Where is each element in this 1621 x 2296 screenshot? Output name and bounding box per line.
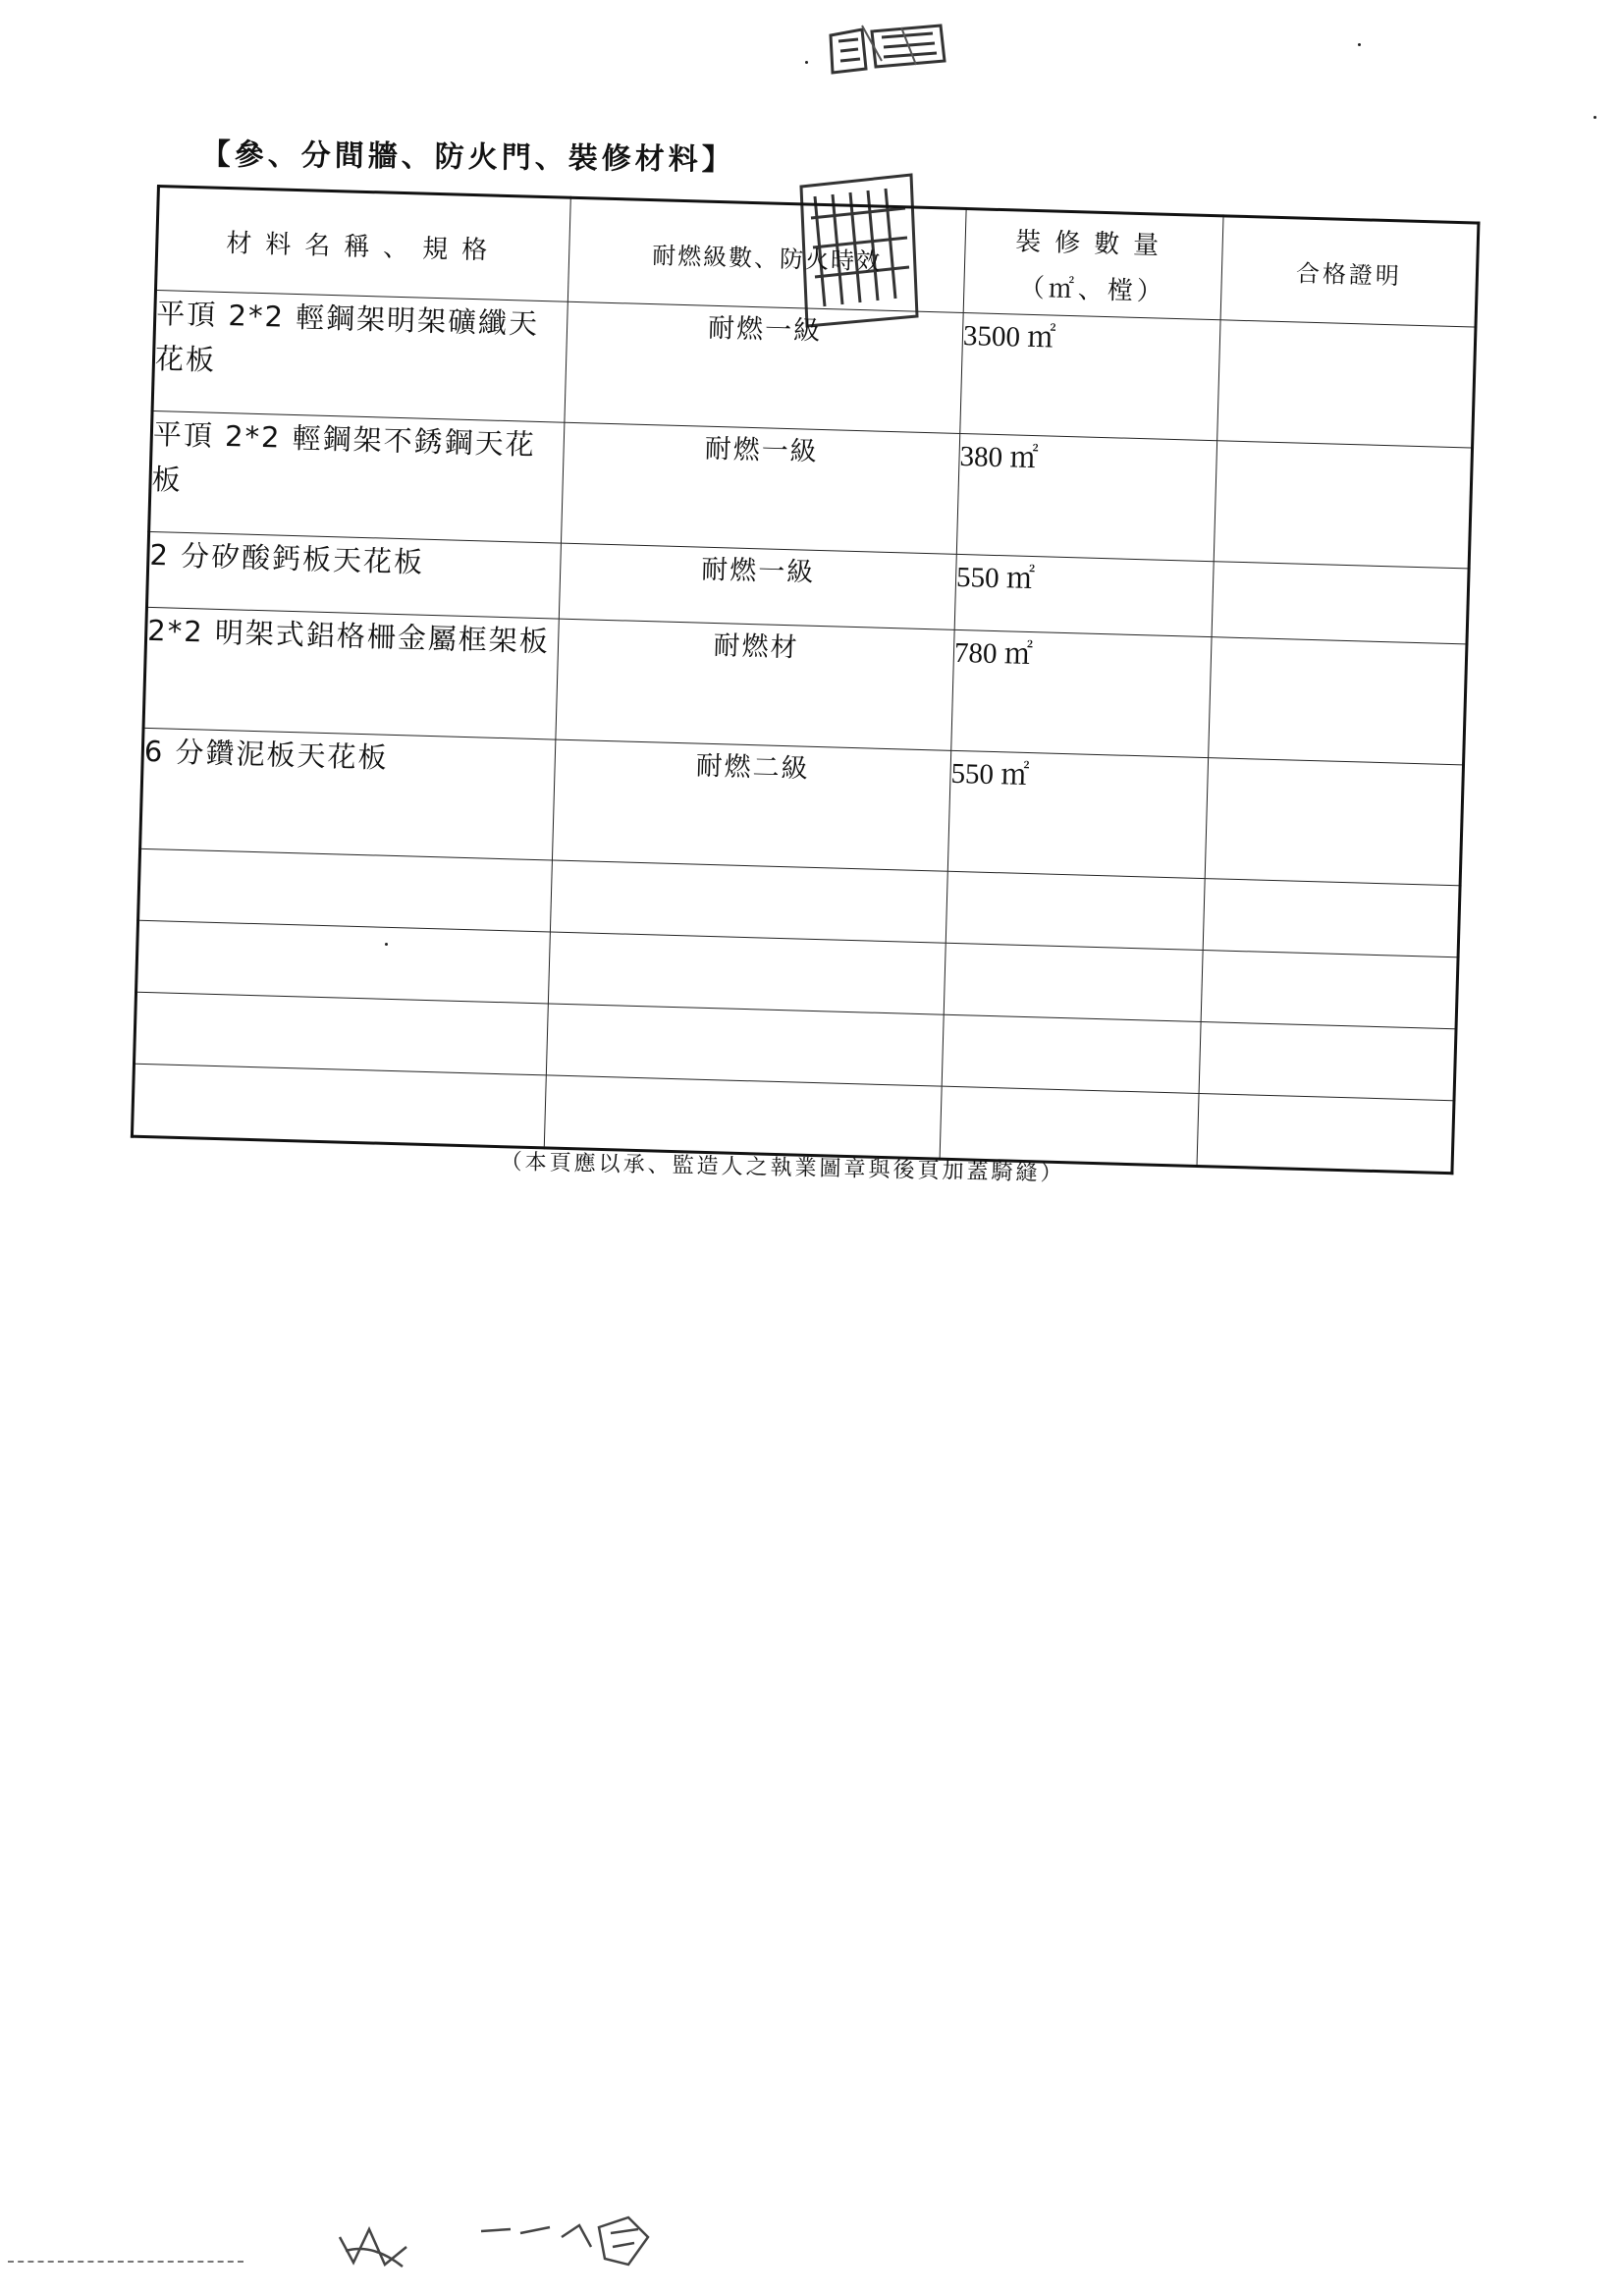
fire-rating-cell: 耐燃一級 [559,543,956,629]
header-certificate [1220,216,1479,327]
empty-cell [1203,879,1460,957]
empty-cell [944,943,1203,1021]
seal-stamp-top [823,22,950,77]
fire-rating-cell: 耐燃材 [556,619,954,750]
quantity-cell: 3500 ㎡ [960,312,1220,440]
header-fire-rating-label: 耐燃級數、防火時效 [651,241,883,276]
quantity-cell: 780 ㎡ [951,629,1212,757]
header-material-name-label: 材料名稱、規格 [225,228,502,266]
material-name-cell: 2 分矽酸鈣板天花板 [146,531,561,619]
scan-artifact-line [8,2261,243,2263]
quantity-cell: 380 ㎡ [956,433,1216,561]
material-name-cell: 平頂 2*2 輕鋼架不銹鋼天花板 [149,410,565,543]
header-quantity-unit: （㎡、樘） [1018,273,1167,307]
certificate-cell [1217,320,1476,448]
empty-cell [1201,951,1458,1029]
header-material-name [155,187,570,302]
empty-cell [942,1014,1201,1093]
empty-cell [1197,1093,1454,1173]
quantity-cell: 550 ㎡ [954,554,1214,636]
empty-cell [136,920,551,1004]
certificate-cell [1214,441,1472,569]
empty-cell [1199,1022,1456,1101]
empty-cell [138,848,553,932]
material-name-cell: 6 分鑽泥板天花板 [140,728,556,860]
scan-speck [805,61,808,64]
quantity-cell: 550 ㎡ [947,750,1208,878]
empty-cell [946,871,1205,950]
certificate-cell [1209,637,1467,765]
empty-cell [546,1004,944,1086]
fire-rating-cell: 耐燃一級 [561,422,959,554]
material-name-cell: 平頂 2*2 輕鋼架明架礦纖天花板 [152,290,567,422]
empty-cell [550,860,947,943]
certificate-cell [1212,562,1469,644]
material-name-cell: 2*2 明架式鋁格柵金屬框架板 [143,607,559,739]
header-quantity [963,209,1223,320]
header-fire-rating [567,197,966,312]
materials-table [131,185,1481,1175]
page-footnote: （本頁應以承、監造人之執業圖章與後頁加蓋騎縫） [500,1149,1065,1187]
scan-speck [385,943,388,946]
header-quantity-label: 裝修數量 [1014,227,1173,261]
scan-speck [1594,116,1596,119]
empty-cell [134,992,548,1075]
scan-speck [1358,43,1361,46]
fire-rating-cell: 耐燃二級 [552,739,950,871]
certificate-cell [1205,758,1463,886]
empty-cell [132,1064,546,1148]
section-title: 【參、分間牆、防火門、裝修材料】 [200,137,735,178]
empty-cell [548,932,946,1014]
seal-stamp-bottom [334,2208,687,2276]
fire-rating-cell: 耐燃一級 [565,301,963,433]
materials-table-container [131,185,1478,1175]
header-certificate-label: 合格證明 [1295,258,1403,290]
